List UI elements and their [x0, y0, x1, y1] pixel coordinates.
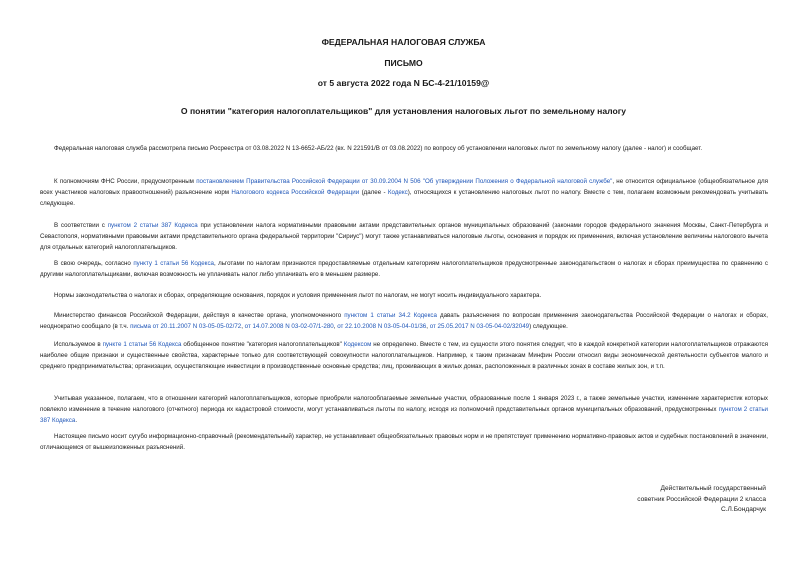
document-date-number: от 5 августа 2022 года N БС-4-21/10159@: [317, 78, 490, 88]
link-tax-code[interactable]: Налогового кодекса Российской Федерации: [231, 189, 360, 196]
paragraph-4-text: , льготами по налогам признаются предоставляемые отдельным категориям налогоплательщиков предусмотренные законодательством о налогах и сборах преимущества по сравнению с другими налогоплательщиками, включая возможность не уплачивать налог либо уплачивать его в меньшем размере.: [40, 260, 768, 278]
signature-class: советник Российской Федерации 2 класса: [637, 495, 766, 503]
link-kodeksom[interactable]: Кодексом: [343, 341, 372, 348]
link-art-34-2-p1[interactable]: пунктом 1 статьи 34.2 Кодекса: [344, 312, 437, 319]
paragraph-7-text: обобщенное понятие "категория налогоплательщиков": [183, 341, 342, 348]
link-kodeks[interactable]: Кодекс: [387, 189, 408, 196]
link-art-387-p2[interactable]: пунктом 2 статьи 387 Кодекса: [107, 222, 198, 229]
paragraph-9: [40, 431, 768, 453]
link-letter-22-10-2008[interactable]: от 22.10.2008 N 03-05-04-01/36: [337, 323, 427, 330]
paragraph-3: [40, 220, 768, 253]
paragraph-2-text: К полномочиям ФНС России, предусмотренным: [54, 178, 194, 185]
paragraph-7-text: Используемое в: [54, 341, 101, 348]
document-type: ПИСЬМО: [384, 58, 423, 68]
paragraph-6: [40, 310, 768, 332]
paragraph-6-text: ,: [241, 323, 243, 330]
link-art-56-p1-second[interactable]: пункте 1 статьи 56 Кодекса: [102, 341, 182, 348]
paragraph-7-text: не определено. Вместе с тем, из сущности этого понятия следует, что в каждой конкретной категории налогоплательщиков отражаются наиболее общие признаки и существенные свойства, характерные только для соответствующей совокупности налогоплательщиков. Например, к таким признакам Минфин России относил виды экономической деятельности субъектов малого и среднего предпринимательства; организации, осуществляющие инвестиции в производственные основные средства; лиц, проживающих в жилых домах, расположенных в различных зонах в составе жилых зон, и т.п.: [40, 341, 768, 370]
paragraph-1: [40, 143, 768, 154]
paragraph-2-text: (далее -: [361, 189, 386, 196]
paragraph-6-text: ,: [426, 323, 428, 330]
paragraph-6-text: ) следующее.: [529, 323, 568, 330]
paragraph-7: [40, 339, 768, 372]
paragraph-5: [40, 290, 768, 301]
document-subject: О понятии "категория налогоплательщиков" для установления налоговых льгот по земельному налогу: [180, 106, 627, 116]
paragraph-6-text: Министерство финансов Российской Федерации, действуя в качестве органа, уполномоченного: [54, 312, 342, 319]
link-letter-14-07-2008[interactable]: от 14.07.2008 N 03-02-07/1-280: [244, 323, 334, 330]
signature-block: [526, 484, 766, 516]
link-art-56-p1[interactable]: пункту 1 статьи 56 Кодекса: [133, 260, 214, 267]
signature-name: С.Л.Бондарчук: [720, 506, 766, 513]
signature-rank: Действительный государственный: [660, 485, 766, 492]
paragraph-5-text: Нормы законодательства о налогах и сборах, определяющие основания, порядок и условия применения льгот по налогам, не могут носить индивидуального характера.: [54, 292, 542, 299]
paragraph-3-text: В соответствии с: [54, 222, 105, 229]
paragraph-8: [40, 393, 768, 426]
paragraph-9-text: Настоящее письмо носит сугубо информационно-справочный (рекомендательный) характер, не устанавливает общеобязательных правовых норм и не препятствует применению нормативно-правовых актов и судебных постановлений в значении, отличающемся от вышеизложенных разъяснений.: [40, 433, 768, 451]
paragraph-8-text: .: [75, 417, 78, 424]
paragraph-4-text: В свою очередь, согласно: [54, 260, 131, 267]
paragraph-3-text: при установлении налога нормативными правовыми актами представительных органов муниципальных образований (законами городов федерального значения Москвы, Санкт-Петербурга и Севастополя, нормативными правовыми актами представительного органа федеральной территории "Сириус") могут также устанавливаться налоговые льготы, основания и порядок их применения, включая установление величины налогового вычета для отдельных категорий налогоплательщиков.: [40, 222, 768, 251]
paragraph-2-text: ), относящихся к установлению налоговых льгот по налогу. Вместе с тем, полагаем возможным рекомендовать учитывать следующее.: [40, 189, 768, 207]
paragraph-6-text: давать разъяснения по вопросам применения законодательства Российской Федерации о налогах и сборах, неоднократно сообщало (в т.ч.: [40, 312, 768, 330]
paragraph-1-text: Федеральная налоговая служба рассмотрела письмо Росреестра от 03.08.2022 N 13-6652-АБ/22 (вх. N 221591/В от 03.08.2022) по вопросу об установлении налоговых льгот по земельному налогу (далее - налог) и сообщает.: [54, 145, 703, 152]
link-government-decree-506[interactable]: постановлением Правительства Российской Федерации от 30.09.2004 N 506 "Об утверждении Положения о Федеральной налоговой службе": [196, 178, 613, 185]
organization-name: ФЕДЕРАЛЬНАЯ НАЛОГОВАЯ СЛУЖБА: [321, 37, 486, 47]
link-art-387-p2-second[interactable]: пунктом 2 статьи 387 Кодекса: [40, 406, 768, 424]
paragraph-4: [40, 258, 768, 280]
paragraph-2-text: , не относится официальное (общеобязательное для всех участников налоговых правоотношений) разъяснение норм: [40, 178, 769, 196]
paragraph-2: [40, 176, 768, 209]
link-letter-2017[interactable]: от 25.05.2017 N 03-05-04-02/32049: [429, 323, 530, 330]
paragraph-8-text: Учитывая указанное, полагаем, что в отношении категорий налогоплательщиков, которые приобрели налогооблагаемые земельные участки, образованные после 1 января 2023 г., а также земельные участки, изменение характеристик которых повлекло изменение в течение налогового (отчетного) периода их кадастровой стоимости, могут устанавливаться льготы по налогу, исходя из полномочий представительных органов муниципальных образований, предусмотренных: [40, 395, 768, 413]
paragraph-6-text: ,: [333, 323, 336, 330]
link-letter-2007[interactable]: письма от 20.11.2007 N 03-05-05-02/72: [130, 323, 242, 330]
